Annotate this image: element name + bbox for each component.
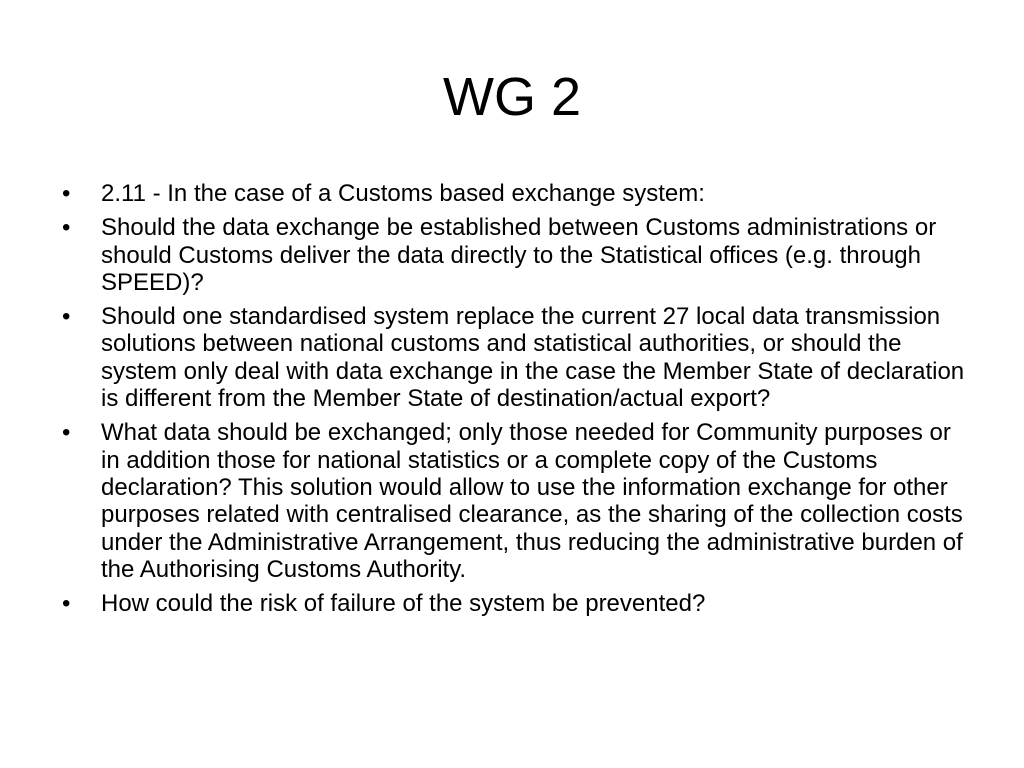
bullet-item (60, 590, 972, 617)
bullet-item (60, 419, 972, 583)
bullet-dot-icon: • (62, 590, 71, 618)
bullet-dot-icon: • (62, 214, 71, 242)
bullet-text: Should one standardised system replace the current 27 local data transmission solutions between national customs and statistical authorities, or should the system only deal with data exchange in the case the Member State of declaration is different from the Member State of destination/actual export? (101, 303, 965, 413)
bullet-list (60, 180, 972, 624)
bullet-dot-icon: • (62, 419, 71, 447)
bullet-text: What data should be exchanged; only those needed for Community purposes or in addition those for national statistics or a complete copy of the Customs declaration? This solution would allow to use the information exchange for other purposes related with centralised clearance, as the sharing of the collection costs under the Administrative Arrangement, thus reducing the administrative burden of the Authorising Customs Authority. (101, 419, 963, 583)
bullet-item (60, 180, 972, 207)
bullet-dot-icon: • (62, 180, 71, 207)
bullet-text: 2.11 - In the case of a Customs based exchange system: (101, 180, 705, 207)
bullet-text: How could the risk of failure of the system be prevented? (101, 590, 706, 618)
slide-title: WG 2 (442, 67, 581, 127)
bullet-dot-icon: • (62, 303, 71, 331)
bullet-item (60, 214, 972, 296)
bullet-item (60, 303, 972, 412)
bullet-text: Should the data exchange be established between Customs administrations or should Customs deliver the data directly to the Statistical offices (e.g. through SPEED)? (101, 214, 937, 296)
